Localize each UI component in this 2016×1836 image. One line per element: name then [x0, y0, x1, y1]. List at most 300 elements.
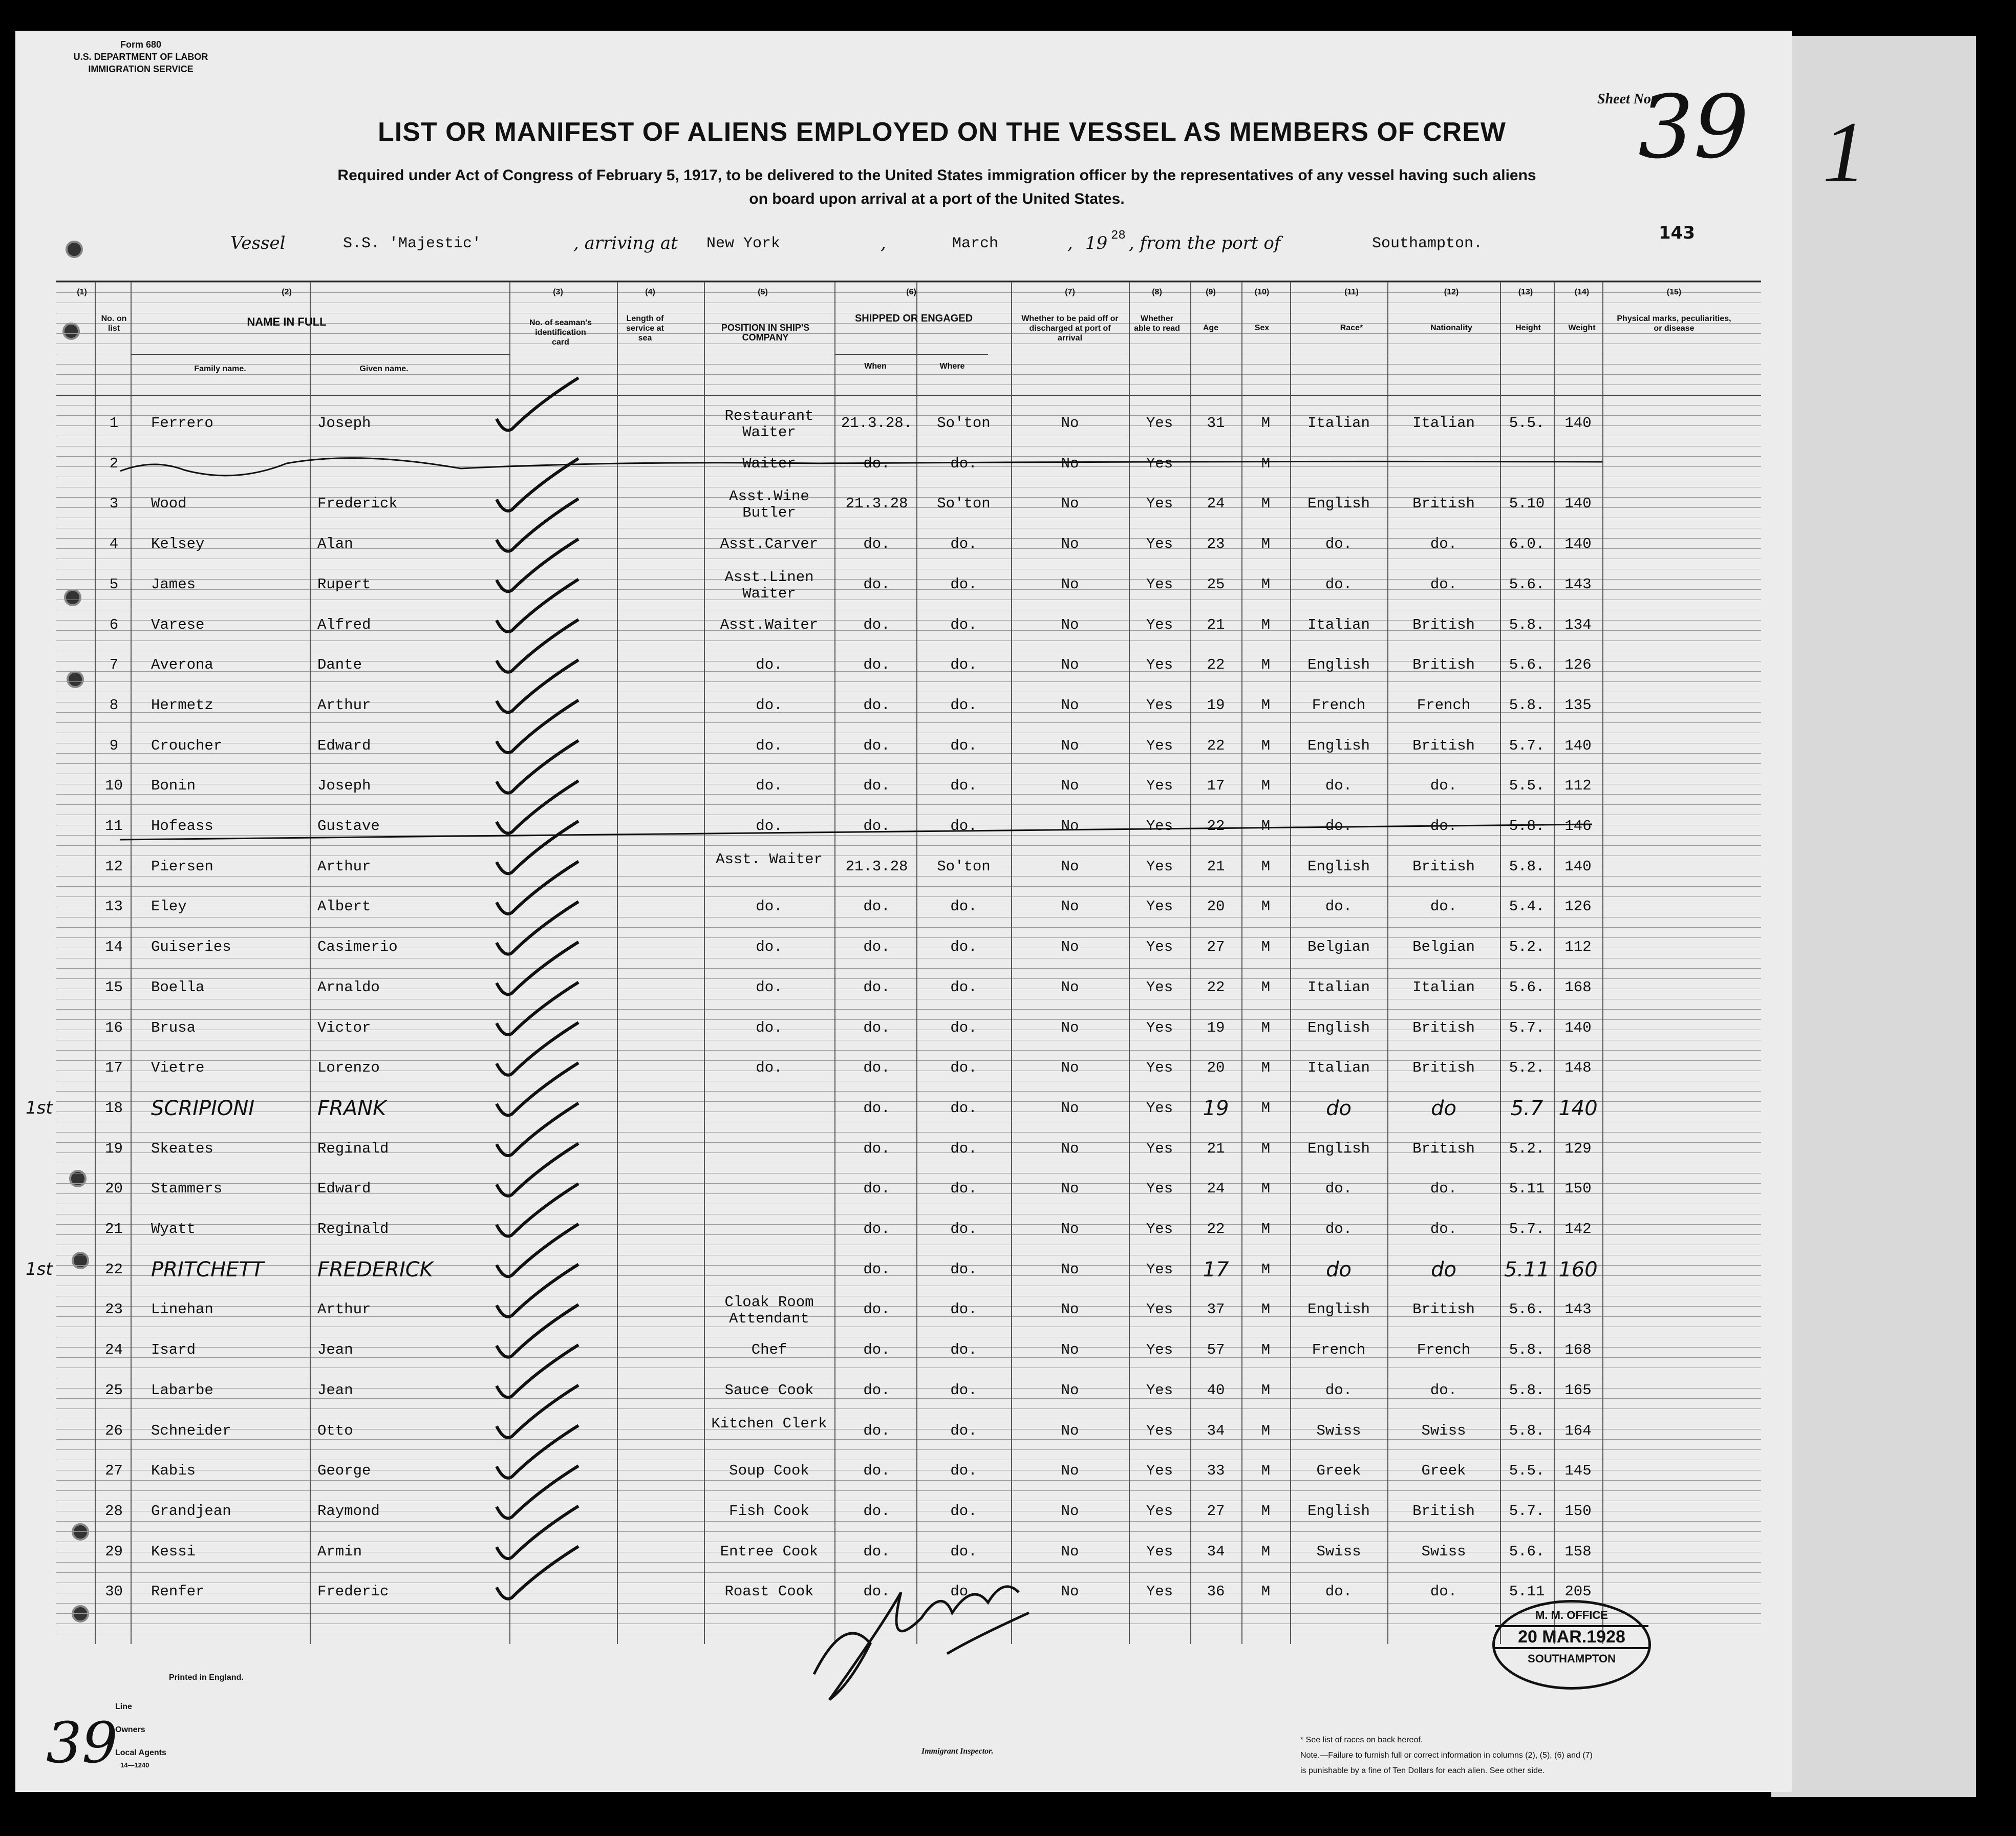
column-line	[310, 282, 311, 1644]
cell-race: English	[1307, 495, 1370, 513]
cell-paid: No	[1061, 1261, 1079, 1278]
cell-family: Wyatt	[151, 1221, 196, 1237]
cell-when: do.	[863, 1502, 890, 1520]
cell-family: Croucher	[151, 737, 223, 754]
departure-port: Southampton.	[1372, 235, 1483, 252]
cell-sex: M	[1261, 898, 1271, 915]
cell-no: 6	[109, 616, 119, 633]
cell-when: do.	[863, 1019, 890, 1036]
footer-owners: Owners	[115, 1725, 145, 1734]
cell-race: Italian	[1307, 1059, 1370, 1077]
cell-height: 5.5.	[1509, 777, 1545, 795]
cell-weight: 143	[1564, 575, 1592, 593]
stamp-top: M. M. OFFICE	[1535, 1609, 1608, 1621]
cell-given: Gustave	[317, 818, 380, 835]
cell-where: do.	[950, 1422, 977, 1439]
cell-height: 5.7.	[1509, 1019, 1545, 1036]
footer-local-agents: Local Agents	[115, 1748, 166, 1757]
cell-position: Entree Cook	[720, 1543, 819, 1560]
cell-when: do.	[863, 818, 890, 835]
cell-given: Arthur	[317, 1301, 371, 1318]
grid-line	[56, 876, 1761, 877]
stamp-date: 20 MAR.1928	[1495, 1625, 1648, 1649]
cell-sex: M	[1261, 1543, 1271, 1560]
cell-read: Yes	[1146, 455, 1173, 472]
cell-position: Roast Cook	[724, 1583, 814, 1600]
cell-position: Kitchen Clerk	[711, 1415, 827, 1432]
grid-line	[56, 968, 1761, 969]
cell-paid: No	[1061, 455, 1079, 472]
cell-weight: 135	[1564, 696, 1592, 714]
cell-race: Italian	[1307, 415, 1370, 432]
cell-position: Asst.Wine Butler	[729, 488, 809, 522]
cell-height: 5.8.	[1509, 1381, 1545, 1399]
cell-where: do.	[950, 737, 977, 754]
grid-line	[56, 1480, 1761, 1481]
cell-no: 7	[109, 656, 119, 674]
form-header	[49, 38, 233, 75]
cell-where: do.	[950, 536, 977, 553]
cell-paid: No	[1061, 898, 1079, 915]
cell-sex: M	[1261, 737, 1271, 754]
cell-when: do.	[863, 536, 890, 553]
cell-paid: No	[1061, 1019, 1079, 1036]
col-nationality: Nationality	[1430, 324, 1472, 332]
column-line	[834, 282, 835, 1644]
page-count: 143	[1659, 223, 1695, 243]
cell-read: Yes	[1146, 1502, 1173, 1520]
cell-read: Yes	[1146, 1301, 1173, 1318]
cell-given: Alfred	[317, 616, 371, 633]
column-line	[1190, 282, 1191, 1644]
cell-position: Sauce Cook	[724, 1381, 814, 1399]
cell-no: 22	[105, 1261, 123, 1278]
cell-position: Restaurant Waiter	[724, 408, 814, 441]
year-suffix: 28	[1111, 229, 1126, 243]
cell-age: 22	[1207, 978, 1225, 996]
cell-sex: M	[1261, 696, 1271, 714]
cell-race: English	[1307, 1019, 1370, 1036]
cell-sex: M	[1261, 656, 1271, 674]
cell-given: Jean	[317, 1381, 353, 1399]
cell-when: do.	[863, 1221, 890, 1237]
col-num-12: (12)	[1444, 288, 1459, 296]
cell-when: do.	[863, 1261, 890, 1278]
cell-weight: 143	[1564, 1301, 1592, 1318]
cell-where: do.	[950, 1583, 977, 1600]
cell-weight: 142	[1564, 1221, 1592, 1237]
cell-paid: No	[1061, 1221, 1079, 1237]
col-num-6: (6)	[906, 288, 916, 296]
cell-height: 5.5.	[1509, 415, 1545, 432]
cell-family: SCRIPIONI	[151, 1096, 255, 1120]
cell-no: 15	[105, 978, 123, 996]
grid-line	[56, 1603, 1761, 1604]
cell-nationality: British	[1412, 1301, 1475, 1318]
cell-position: do.	[756, 1059, 783, 1077]
cell-where: do.	[950, 1462, 977, 1480]
cell-where: do.	[950, 1059, 977, 1077]
cell-weight: 145	[1564, 1462, 1592, 1480]
cell-nationality: British	[1412, 495, 1475, 513]
cell-family: Eley	[151, 898, 187, 915]
cell-weight: 129	[1564, 1140, 1592, 1157]
cell-read: Yes	[1146, 616, 1173, 633]
cell-age: 21	[1207, 616, 1225, 633]
cell-paid: No	[1061, 978, 1079, 996]
cell-race: do.	[1325, 1583, 1353, 1600]
cell-sex: M	[1261, 1502, 1271, 1520]
side-mark: 1	[1822, 104, 1866, 200]
cell-race: Greek	[1316, 1462, 1361, 1480]
cell-paid: No	[1061, 1099, 1079, 1117]
cell-no: 27	[105, 1462, 123, 1480]
cell-nationality: British	[1412, 1502, 1475, 1520]
cell-given: Reginald	[317, 1140, 389, 1157]
grid-line	[56, 1449, 1761, 1450]
col-num-3: (3)	[553, 288, 563, 296]
cell-when: do.	[863, 938, 890, 956]
cell-weight: 165	[1564, 1381, 1592, 1399]
cell-sex: M	[1261, 1019, 1271, 1036]
cell-given: Raymond	[317, 1502, 380, 1520]
cell-when: do.	[863, 1381, 890, 1399]
cell-family: Isard	[151, 1341, 196, 1359]
cell-weight: 134	[1564, 616, 1592, 633]
cell-no: 9	[109, 737, 119, 754]
cell-nationality: Italian	[1412, 978, 1475, 996]
form-number: Form 680	[120, 39, 162, 50]
cell-family: Vietre	[151, 1059, 205, 1077]
cell-where: do.	[950, 656, 977, 674]
cell-family: Labarbe	[151, 1381, 213, 1399]
cell-race: English	[1307, 1140, 1370, 1157]
cell-age: 19	[1203, 1096, 1229, 1120]
cell-race: do.	[1325, 536, 1353, 553]
cell-no: 26	[105, 1422, 123, 1439]
cell-position: Chef	[751, 1341, 787, 1359]
cell-race: do.	[1325, 1221, 1353, 1237]
cell-sex: M	[1261, 1221, 1271, 1237]
subtitle-line-1: Required under Act of Congress of February 5, 1917, to be delivered to the United States immigration officer by the representatives of any vessel having such aliens	[337, 167, 1536, 184]
grid-line	[56, 1562, 1761, 1563]
cell-family: Ferrero	[151, 415, 213, 432]
cell-nationality: do.	[1430, 1583, 1457, 1600]
cell-no: 13	[105, 898, 123, 915]
cell-no: 16	[105, 1019, 123, 1036]
cell-given: Dante	[317, 656, 362, 674]
cell-family: Kessi	[151, 1543, 196, 1560]
col-num-9: (9)	[1206, 288, 1216, 296]
cell-where: do.	[950, 1140, 977, 1157]
cell-paid: No	[1061, 1462, 1079, 1480]
cell-family: Schneider	[151, 1422, 231, 1439]
cell-when: 21.3.28	[845, 495, 908, 513]
cell-given: Albert	[317, 898, 371, 915]
cell-no: 2	[109, 455, 119, 472]
sheet-label: Sheet No.	[1597, 91, 1655, 107]
cell-weight: 140	[1558, 1096, 1598, 1120]
cell-race: English	[1307, 1301, 1370, 1318]
cell-no: 18	[105, 1099, 123, 1117]
cell-nationality: Greek	[1421, 1462, 1466, 1480]
col-given-name: Given name.	[359, 365, 409, 373]
cell-no: 20	[105, 1180, 123, 1198]
cell-where: do.	[950, 1261, 977, 1278]
cell-paid: No	[1061, 1301, 1079, 1318]
grid-line	[56, 845, 1761, 846]
stamp-bottom: SOUTHAMPTON	[1528, 1652, 1616, 1665]
cell-race: do.	[1325, 898, 1353, 915]
cell-no: 28	[105, 1502, 123, 1520]
cell-position: do.	[756, 696, 783, 714]
col-num-2: (2)	[282, 288, 292, 296]
col-num-7: (7)	[1065, 288, 1075, 296]
cell-family: PRITCHETT	[151, 1257, 264, 1282]
cell-when: do.	[863, 777, 890, 795]
cell-height: 5.8.	[1509, 818, 1545, 835]
cell-no: 30	[105, 1583, 123, 1600]
cell-given: Armin	[317, 1543, 362, 1560]
grid-line	[56, 763, 1761, 764]
cell-paid: No	[1061, 656, 1079, 674]
cell-read: Yes	[1146, 938, 1173, 956]
cell-family: Averona	[151, 656, 213, 674]
col-where: Where	[939, 362, 965, 371]
col-height: Height	[1515, 324, 1541, 332]
cell-no: 4	[109, 536, 119, 553]
cell-age: 22	[1207, 818, 1225, 835]
cell-paid: No	[1061, 858, 1079, 875]
cell-sex: M	[1261, 1059, 1271, 1077]
cell-sex: M	[1261, 1583, 1271, 1600]
column-line	[617, 282, 618, 1644]
cell-paid: No	[1061, 696, 1079, 714]
column-line	[1129, 282, 1130, 1644]
subtitle-line-2: on board upon arrival at a port of the United States.	[749, 190, 1125, 207]
cell-height: 5.8.	[1509, 858, 1545, 875]
column-line	[1554, 282, 1555, 1644]
cell-position: do.	[756, 656, 783, 674]
cell-sex: M	[1261, 1140, 1271, 1157]
grid-line	[56, 333, 1761, 334]
cell-age: 40	[1207, 1381, 1225, 1399]
cell-race: do	[1326, 1257, 1352, 1282]
cell-race: Belgian	[1307, 938, 1370, 956]
cell-position: do.	[756, 777, 783, 795]
cell-when: do.	[863, 1543, 890, 1560]
cell-read: Yes	[1146, 495, 1173, 513]
cell-family: Brusa	[151, 1019, 196, 1036]
col-num-4: (4)	[645, 288, 655, 296]
cell-no: 8	[109, 696, 119, 714]
cell-sex: M	[1261, 1099, 1271, 1117]
cell-no: 5	[109, 575, 119, 593]
cell-read: Yes	[1146, 818, 1173, 835]
cell-family: Linehan	[151, 1301, 213, 1318]
cell-paid: No	[1061, 1583, 1079, 1600]
service: IMMIGRATION SERVICE	[88, 64, 194, 74]
form-code: 14—1240	[120, 1761, 149, 1769]
comma: ,	[881, 233, 886, 253]
cell-sex: M	[1261, 818, 1271, 835]
cell-where: do.	[950, 455, 977, 472]
from-label: , from the port of	[1129, 233, 1281, 253]
cell-read: Yes	[1146, 978, 1173, 996]
cell-weight: 112	[1564, 777, 1592, 795]
cell-given: Victor	[317, 1019, 371, 1036]
cell-when: do.	[863, 1140, 890, 1157]
cell-sex: M	[1261, 1180, 1271, 1198]
cell-position: Asst. Waiter	[716, 850, 823, 868]
cell-weight: 140	[1564, 415, 1592, 432]
cell-family: Kabis	[151, 1462, 196, 1480]
cell-weight: 164	[1564, 1422, 1592, 1439]
cell-race: French	[1312, 1341, 1366, 1359]
cell-given: Lorenzo	[317, 1059, 380, 1077]
cell-where: do.	[950, 777, 977, 795]
col-physical: Physical marks, peculiarities, or disease	[1617, 314, 1731, 333]
cell-where: do.	[950, 938, 977, 956]
column-line	[1290, 282, 1291, 1644]
cell-read: Yes	[1146, 1059, 1173, 1077]
col-paid-off: Whether to be paid off or discharged at port of arrival	[1021, 314, 1119, 343]
col-num-1: (1)	[77, 288, 87, 296]
col-num-11: (11)	[1344, 288, 1359, 296]
cell-paid: No	[1061, 575, 1079, 593]
cell-nationality: British	[1412, 1059, 1475, 1077]
cell-weight: 126	[1564, 656, 1592, 674]
cell-nationality: British	[1412, 858, 1475, 875]
cell-read: Yes	[1146, 1543, 1173, 1560]
cell-nationality: do	[1431, 1096, 1456, 1120]
cell-family: Hermetz	[151, 696, 213, 714]
cell-read: Yes	[1146, 656, 1173, 674]
cell-age: 19	[1207, 1019, 1225, 1036]
cell-paid: No	[1061, 938, 1079, 956]
col-no-on-list: No. on list	[101, 314, 127, 333]
cell-weight: 148	[1564, 1059, 1592, 1077]
cell-given: Casimerio	[317, 938, 398, 956]
cell-given: Joseph	[317, 777, 371, 795]
cell-age: 22	[1207, 737, 1225, 754]
footer-line: Line	[115, 1702, 132, 1711]
cell-no: 21	[105, 1221, 123, 1237]
note-fine: is punishable by a fine of Ten Dollars for each alien. See other side.	[1300, 1766, 1545, 1775]
cell-age: 27	[1207, 1502, 1225, 1520]
page-title: LIST OR MANIFEST OF ALIENS EMPLOYED ON THE VESSEL AS MEMBERS OF CREW	[378, 117, 1506, 147]
cell-position: Asst.Linen Waiter	[724, 568, 814, 602]
cell-no: 1	[109, 415, 119, 432]
cell-paid: No	[1061, 415, 1079, 432]
cell-given: Frederick	[317, 495, 398, 513]
cell-sex: M	[1261, 938, 1271, 956]
cell-age: 22	[1207, 656, 1225, 674]
cell-height: 5.8.	[1509, 1341, 1545, 1359]
grid-line	[56, 1408, 1761, 1409]
cell-read: Yes	[1146, 536, 1173, 553]
cell-height: 5.7.	[1509, 1221, 1545, 1237]
column-line	[95, 282, 96, 1644]
cell-weight: 112	[1564, 938, 1592, 956]
cell-no: 29	[105, 1543, 123, 1560]
cell-when: do.	[863, 616, 890, 633]
cell-where: do.	[950, 1381, 977, 1399]
cell-height: 5.2.	[1509, 1059, 1545, 1077]
year-prefix: 19	[1085, 233, 1108, 253]
cell-read: Yes	[1146, 1462, 1173, 1480]
cell-read: Yes	[1146, 1221, 1173, 1237]
cell-read: Yes	[1146, 858, 1173, 875]
cell-race: English	[1307, 1502, 1370, 1520]
cell-given: Edward	[317, 1180, 371, 1198]
crew-table	[26, 281, 1761, 1644]
cell-race: do.	[1325, 818, 1353, 835]
grid-line	[56, 1132, 1761, 1133]
cell-nationality: do.	[1430, 1381, 1457, 1399]
grid-line	[56, 722, 1761, 723]
col-when: When	[864, 362, 887, 371]
cell-given: Jean	[317, 1341, 353, 1359]
cell-race: Italian	[1307, 978, 1370, 996]
cell-nationality: do.	[1430, 818, 1457, 835]
cell-weight: 205	[1564, 1583, 1592, 1600]
col-sex: Sex	[1254, 324, 1270, 332]
cell-when: do.	[863, 656, 890, 674]
cell-family: Hofeass	[151, 818, 213, 835]
cell-family: Boella	[151, 978, 205, 996]
cell-paid: No	[1061, 1502, 1079, 1520]
cell-when: do.	[863, 1301, 890, 1318]
cell-race: Italian	[1307, 616, 1370, 633]
grid-line	[56, 364, 1761, 365]
cell-when: do.	[863, 1059, 890, 1077]
col-num-10: (10)	[1254, 288, 1270, 296]
cell-where: do.	[950, 1502, 977, 1520]
cell-when: do.	[863, 1583, 890, 1600]
cell-given: Edward	[317, 737, 371, 754]
col-able-read: Whether able to read	[1134, 314, 1180, 333]
cell-where: do.	[950, 1221, 977, 1237]
cell-given: George	[317, 1462, 371, 1480]
cell-no: 11	[105, 818, 123, 835]
header-rule	[56, 395, 1761, 396]
cell-no: 17	[105, 1059, 123, 1077]
cell-height: 6.0.	[1509, 536, 1545, 553]
cell-where: do.	[950, 1543, 977, 1560]
cell-given: Alan	[317, 536, 353, 553]
column-line	[509, 282, 510, 1644]
cell-paid: No	[1061, 616, 1079, 633]
cell-sex: M	[1261, 616, 1271, 633]
cell-given: Arthur	[317, 858, 371, 875]
arrival-month: March	[952, 235, 999, 252]
cell-race: do.	[1325, 1381, 1353, 1399]
cell-height: 5.2.	[1509, 1140, 1545, 1157]
cell-sex: M	[1261, 495, 1271, 513]
cell-race: do.	[1325, 777, 1353, 795]
cell-nationality: British	[1412, 1140, 1475, 1157]
col-num-15: (15)	[1666, 288, 1682, 296]
column-line	[131, 282, 132, 1644]
cell-sex: M	[1261, 1341, 1271, 1359]
col-num-5: (5)	[758, 288, 768, 296]
cell-height: 5.6.	[1509, 656, 1545, 674]
cell-nationality: British	[1412, 656, 1475, 674]
cell-nationality: British	[1412, 737, 1475, 754]
cell-age: 27	[1207, 938, 1225, 956]
background-sheet	[1771, 36, 1976, 1797]
